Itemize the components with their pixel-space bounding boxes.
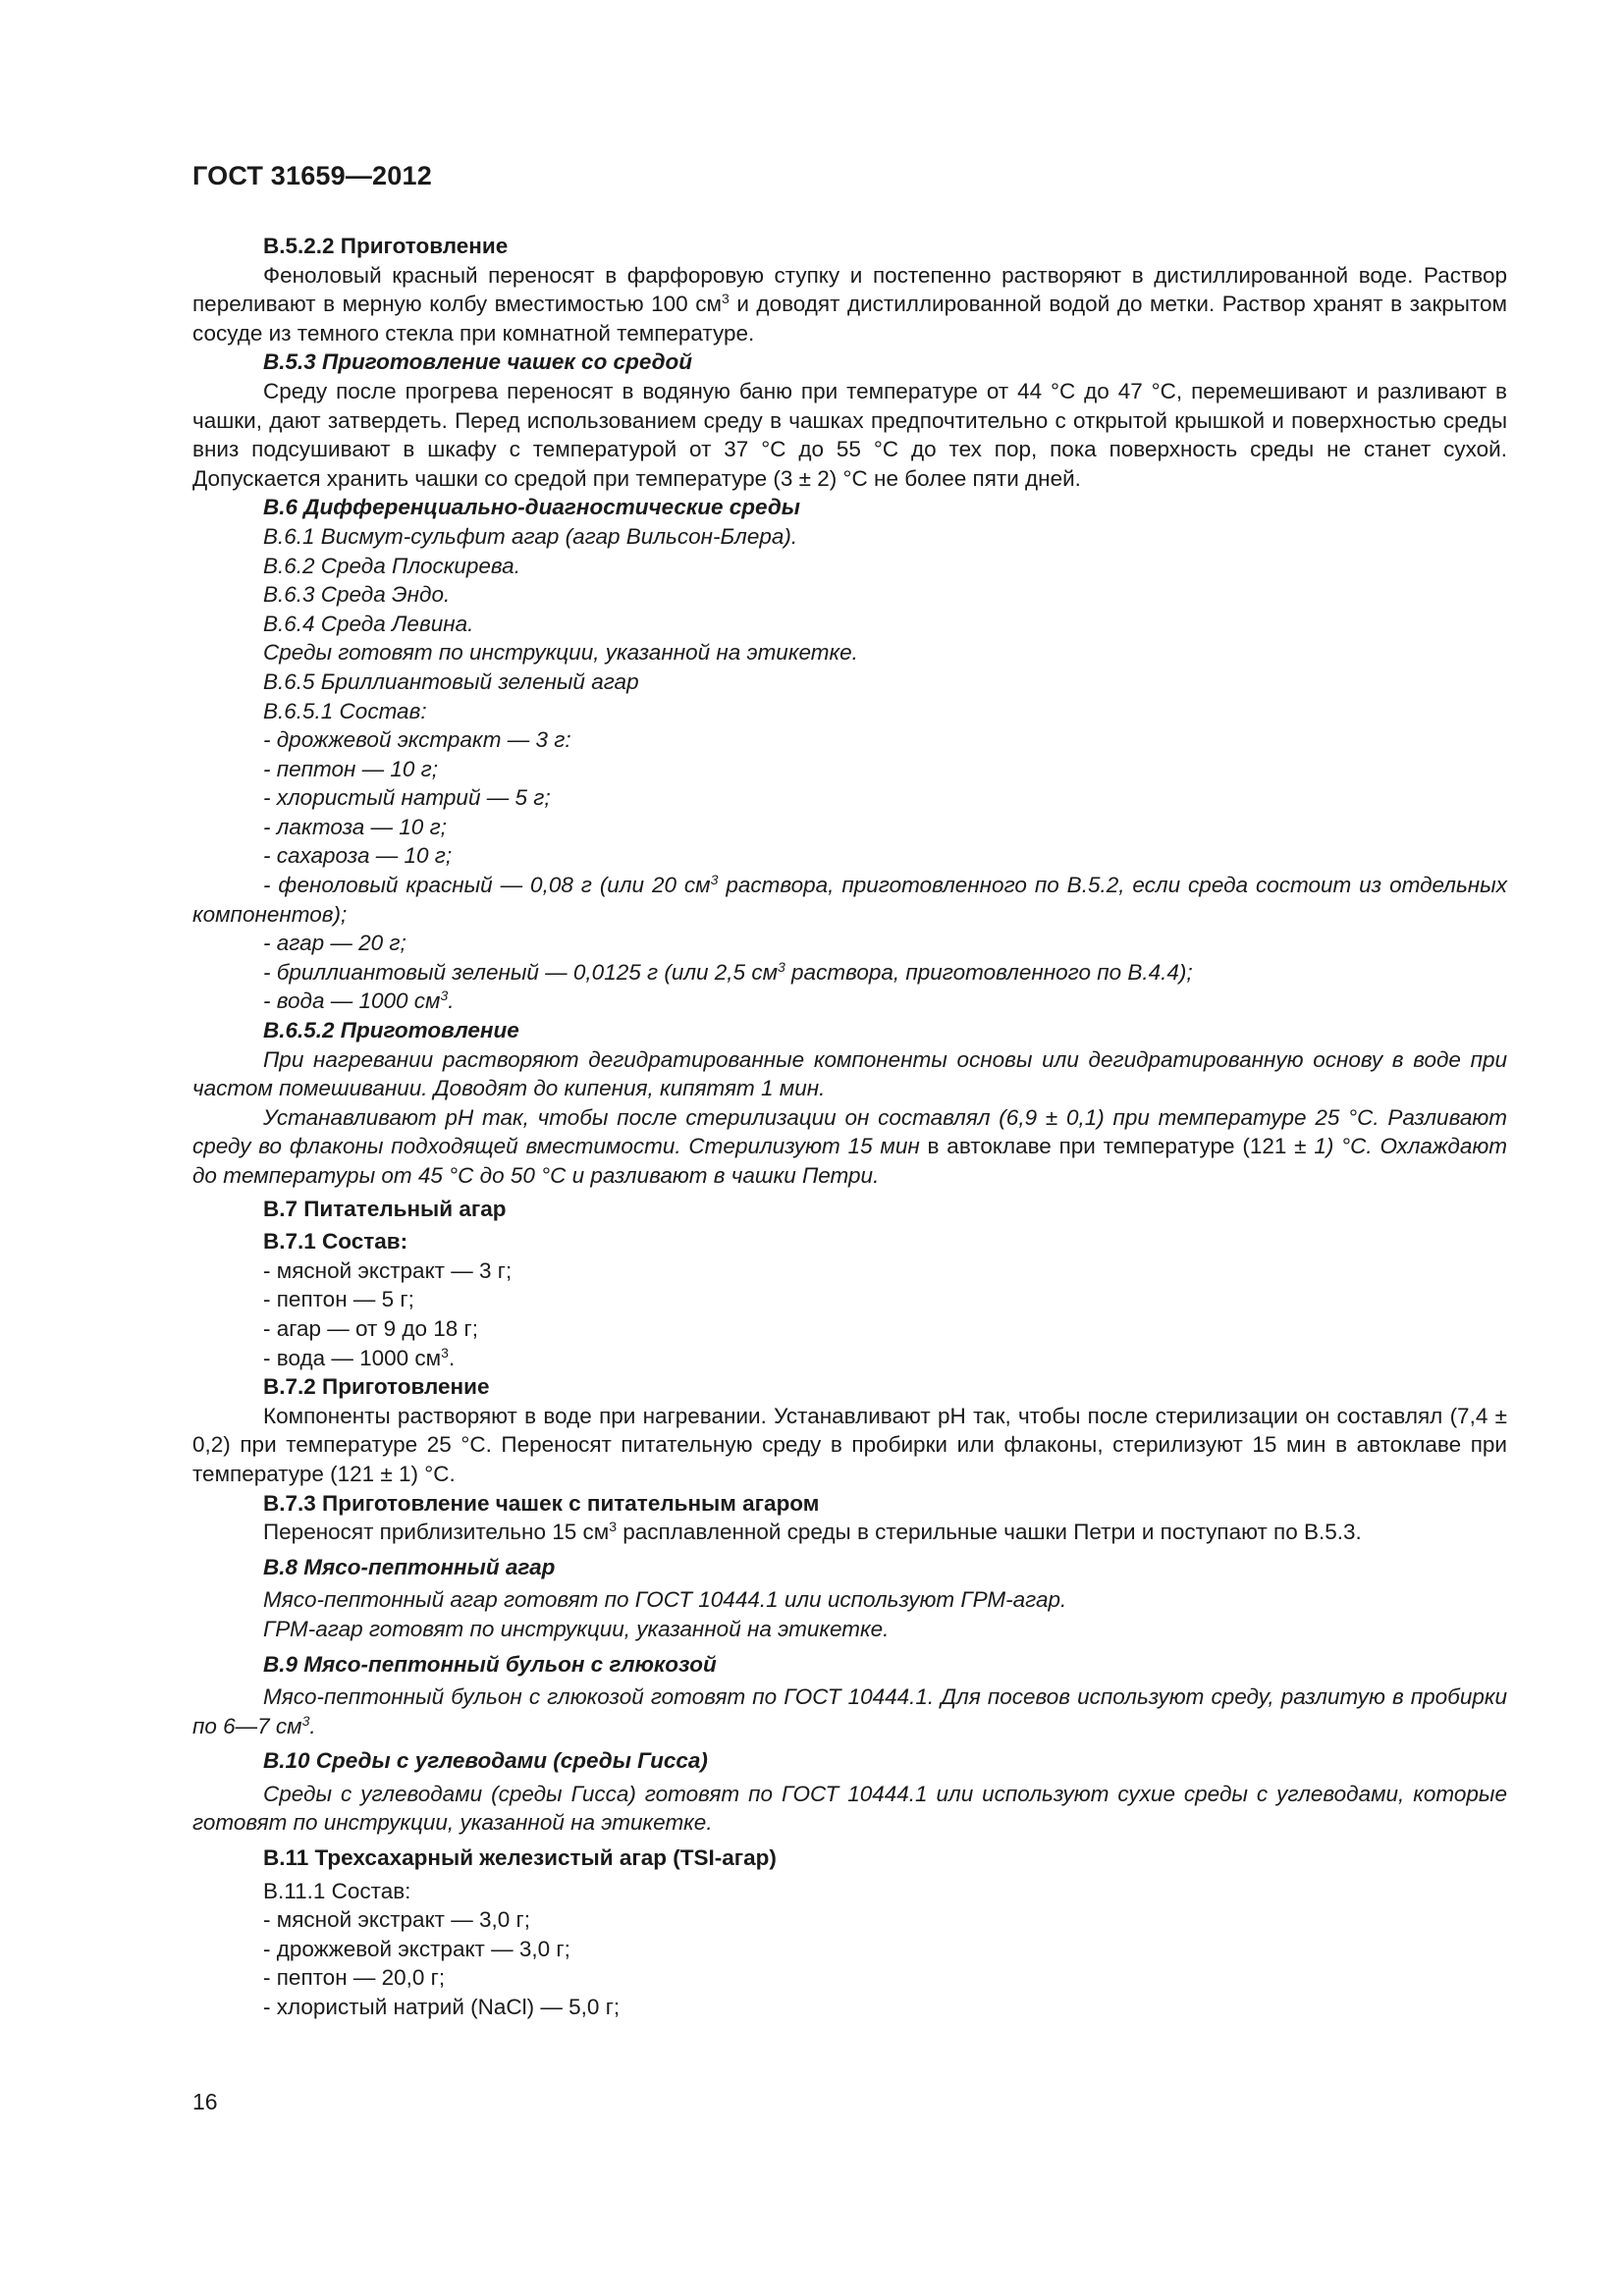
section-heading: В.5.3 Приготовление чашек со средой	[263, 349, 693, 375]
section-heading: В.10 Среды с углеводами (среды Гисса)	[263, 1748, 708, 1774]
subsection-line: В.6.2 Среда Плоскирева.	[263, 553, 520, 578]
subsection-line: В.6.5.1 Состав:	[263, 698, 427, 723]
section-heading: В.6.5.2 Приготовление	[263, 1018, 519, 1043]
paragraph: Переносят приблизительно 15 $см^3$ расплавленной среды в стерильные чашки Петри и поступают по В.5.3.	[263, 1519, 1362, 1545]
list-item: - пептон — 10 г;	[263, 756, 439, 781]
list-item: - агар — от 9 до 18 г;	[263, 1315, 478, 1341]
list-item: - феноловый красный — 0,08 г (или 20 $см^3$ раствора, приготовленного по В.5.2, если среда состоит из отдельных компонентов);	[192, 872, 1507, 927]
subsection-line: В.6.1 Висмут-сульфит агар (агар Вильсон-Блера).	[263, 523, 798, 549]
paragraph: При нагревании растворяют дегидратированные компоненты основы или дегидратированную основу в воде при частом помешивании. Доводят до кипения, кипятят 1 мин.	[192, 1046, 1507, 1101]
list-item: - дрожжевой экстракт — 3 г:	[263, 727, 571, 753]
paragraph: Среду после прогрева переносят в водяную баню при температуре от 44 °С до 47 °С, перемешивают и разливают в чашки, дают затвердеть. Перед использованием среду в чашках предпочтительно с открытой крышкой и поверхностью среды вниз подсушивают в шкафу с температурой от 37 °С до 55 °С до тех пор, пока поверхность среды не станет сухой. Допускается хранить чашки со средой при температуре (3 ± 2) °С не более пяти дней.	[192, 378, 1507, 491]
section-heading: В.7.2 Приготовление	[263, 1374, 490, 1400]
paragraph: Феноловый красный переносят в фарфоровую ступку и постепенно растворяют в дистиллированной воде. Раствор переливают в мерную колбу вместимостью 100 $см^3$ и доводят дистиллированной водой до метки. Раствор хранят в закрытом сосуде из темного стекла при комнатной температуре.	[192, 262, 1508, 346]
document-header: ГОСТ 31659—2012	[192, 161, 432, 190]
section-heading: В.8 Мясо-пептонный агар	[263, 1554, 556, 1579]
section-heading: В.6 Дифференциально-диагностические среды	[263, 495, 800, 520]
paragraph: Мясо-пептонный агар готовят по ГОСТ 10444.1 или используют ГРМ-агар.	[263, 1587, 1067, 1613]
paragraph: ГРМ-агар готовят по инструкции, указанной на этикетке.	[263, 1616, 890, 1641]
list-item: - мясной экстракт — 3 г;	[263, 1257, 513, 1283]
section-heading: В.11 Трехсахарный железистый агар (TSI-агар)	[263, 1845, 777, 1871]
subsection-line: В.6.4 Среда Левина.	[263, 611, 474, 636]
paragraph: Мясо-пептонный бульон с глюкозой готовят по ГОСТ 10444.1. Для посевов используют среду, разлитую в пробирки по 6—7 $см^3$.	[192, 1684, 1507, 1738]
list-item: - агар — 20 г;	[263, 931, 406, 956]
list-item: - вода — 1000 $см^3$.	[263, 1344, 456, 1370]
section-heading: В.7.1 Состав:	[263, 1229, 408, 1255]
list-item: - пептон — 20,0 г;	[263, 1965, 446, 1991]
list-item: - лактоза — 10 г;	[263, 814, 447, 839]
paragraph: Среды готовят по инструкции, указанной на этикетке.	[263, 640, 858, 666]
section-heading: В.7 Питательный агар	[263, 1196, 507, 1221]
paragraph: Устанавливают рН так, чтобы после стерилизации он составлял (6,9 ± 0,1) при температуре 25 °С. Разливают среду во флаконы подходящей вместимости. Стерилизуют 15 мин в автоклаве при температуре (121 ± 1) °С. Охлаждают до температуры от 45 °С до 50 °С и разливают в чашки Петри.	[192, 1104, 1507, 1188]
list-item: - дрожжевой экстракт — 3,0 г;	[263, 1936, 570, 1961]
section-heading: В.5.2.2 Приготовление	[263, 234, 509, 258]
subsection-line: В.6.5 Бриллиантовый зеленый агар	[263, 668, 639, 694]
list-item: - хлористый натрий (NaCl) — 5,0 г;	[263, 1995, 621, 2020]
list-item: - сахароза — 10 г;	[263, 843, 453, 869]
section-heading: В.7.3 Приготовление чашек с питательным агаром	[263, 1490, 820, 1516]
paragraph: Среды с углеводами (среды Гисса) готовят по ГОСТ 10444.1 или используют сухие среды с углеводами, которые готовят по инструкции, указанной на этикетке.	[192, 1781, 1507, 1836]
document-body	[192, 232, 1507, 2022]
page-number: 16	[192, 2089, 218, 2114]
list-item: - хлористый натрий — 5 г;	[263, 785, 551, 811]
list-item: - бриллиантовый зеленый — 0,0125 г (или 2,5 $см^3$ раствора, приготовленного по В.4.4);	[263, 958, 1193, 985]
list-item: - вода — 1000 $см^3$.	[263, 988, 455, 1014]
section-heading: В.9 Мясо-пептонный бульон с глюкозой	[263, 1651, 717, 1677]
subsection-line: В.11.1 Состав:	[263, 1878, 411, 1903]
subsection-line: В.6.3 Среда Эндо.	[263, 582, 451, 608]
paragraph: Компоненты растворяют в воде при нагревании. Устанавливают рН так, чтобы после стерилизации он составлял (7,4 ± 0,2) при температуре 25 °С. Переносят питательную среду в пробирки или флаконы, стерилизуют 15 мин в автоклаве при температуре (121 ± 1) °С.	[192, 1403, 1507, 1486]
list-item: - пептон — 5 г;	[263, 1287, 414, 1312]
list-item: - мясной экстракт — 3,0 г;	[263, 1907, 530, 1933]
